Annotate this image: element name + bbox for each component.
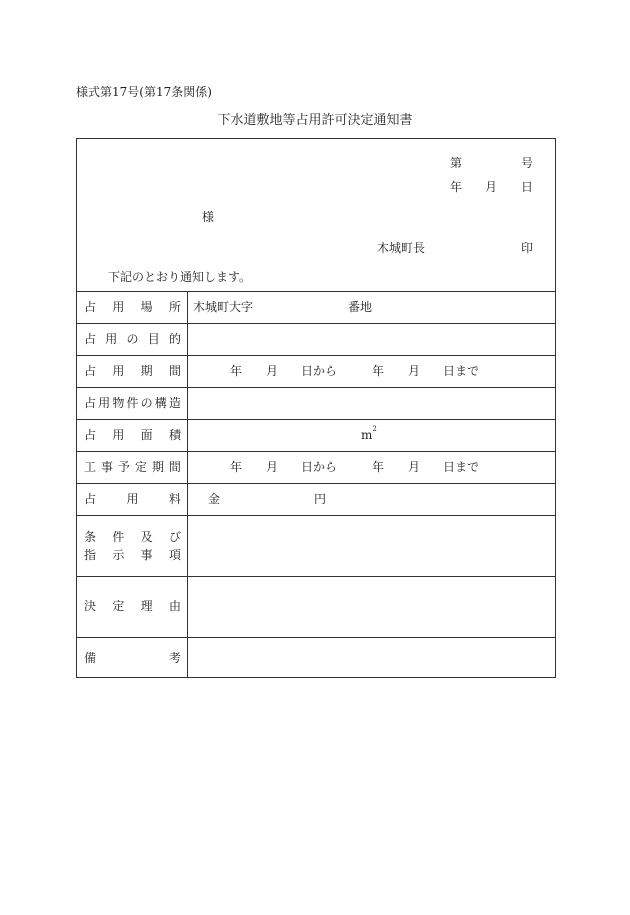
label-char: 間 xyxy=(168,364,181,378)
period-end-day: 日まで xyxy=(443,364,480,378)
row-divider xyxy=(77,323,555,324)
row-divider xyxy=(77,515,555,516)
label-char: 占 xyxy=(84,300,97,314)
label-char: 条 xyxy=(84,530,97,544)
form-table xyxy=(76,138,556,678)
label-char: 用 xyxy=(98,396,111,410)
label-char: 件 xyxy=(126,396,139,410)
construction-start-day: 日から xyxy=(301,460,338,474)
label-char: 占 xyxy=(84,364,97,378)
label-char: 及 xyxy=(140,530,153,544)
label-char: 間 xyxy=(168,460,181,474)
label-char: 定 xyxy=(134,460,147,474)
label-char: 工 xyxy=(84,460,97,474)
label-remarks xyxy=(84,652,181,664)
number-suffix: 号 xyxy=(521,156,534,170)
label-char: 積 xyxy=(168,428,181,442)
period-end-year: 年 xyxy=(372,364,385,378)
label-fee xyxy=(84,493,181,505)
row-divider xyxy=(77,291,555,292)
addressee-suffix: 様 xyxy=(202,210,215,224)
label-char: 占 xyxy=(84,492,97,506)
construction-end-month: 月 xyxy=(408,460,421,474)
label-char: 的 xyxy=(168,332,181,346)
date-year: 年 xyxy=(450,180,463,194)
label-char: 考 xyxy=(168,651,181,665)
row-divider xyxy=(77,451,555,452)
label-char: 目 xyxy=(147,332,160,346)
label-purpose xyxy=(84,333,181,345)
label-char: 用 xyxy=(112,364,125,378)
row-divider xyxy=(77,576,555,577)
label-location xyxy=(84,301,181,313)
construction-start-year: 年 xyxy=(230,460,243,474)
label-char: 示 xyxy=(112,548,125,562)
row-divider xyxy=(77,483,555,484)
date-day: 日 xyxy=(521,180,534,194)
label-char: 占 xyxy=(84,428,97,442)
label-char: 場 xyxy=(140,300,153,314)
label-char: 期 xyxy=(140,364,153,378)
label-char: 用 xyxy=(105,332,118,346)
construction-start-month: 月 xyxy=(266,460,279,474)
label-char: 事 xyxy=(140,548,153,562)
form-number: 様式第17号(第17条関係) xyxy=(76,85,212,99)
label-char: 用 xyxy=(126,492,139,506)
label-char: 面 xyxy=(140,428,153,442)
number-prefix: 第 xyxy=(450,156,463,170)
label-conditions-line1 xyxy=(84,531,181,543)
fee-suffix: 円 xyxy=(314,492,327,506)
label-char: 指 xyxy=(84,548,97,562)
label-char: 物 xyxy=(112,396,125,410)
construction-end-day: 日まで xyxy=(443,460,480,474)
label-construction-period xyxy=(84,461,181,473)
label-structure xyxy=(84,397,181,409)
label-char: 占 xyxy=(84,332,97,346)
fee-prefix: 金 xyxy=(208,492,221,506)
period-start-day: 日から xyxy=(301,364,338,378)
label-char: 造 xyxy=(168,396,181,410)
label-char: 料 xyxy=(168,492,181,506)
row-divider xyxy=(77,419,555,420)
label-char: 用 xyxy=(112,300,125,314)
label-char: 構 xyxy=(154,396,167,410)
document-title: 下水道敷地等占用許可決定通知書 xyxy=(217,113,413,128)
label-char: び xyxy=(168,530,181,544)
date-month: 月 xyxy=(485,180,498,194)
row-divider xyxy=(77,637,555,638)
row-divider xyxy=(77,355,555,356)
notice-text: 下記のとおり通知します。 xyxy=(108,270,252,284)
label-char: の xyxy=(126,332,139,346)
label-char: 理 xyxy=(140,599,153,613)
label-char: 占 xyxy=(84,396,97,410)
label-area xyxy=(84,429,181,441)
label-period xyxy=(84,365,181,377)
label-reason xyxy=(84,600,181,612)
column-divider xyxy=(187,291,188,677)
seal-mark: 印 xyxy=(521,241,534,255)
label-char: 項 xyxy=(168,548,181,562)
period-end-month: 月 xyxy=(408,364,421,378)
label-char: 件 xyxy=(112,530,125,544)
label-char: 所 xyxy=(168,300,181,314)
construction-end-year: 年 xyxy=(372,460,385,474)
label-char: 定 xyxy=(112,599,125,613)
row-divider xyxy=(77,387,555,388)
label-char: 事 xyxy=(100,460,113,474)
label-char: の xyxy=(140,396,153,410)
label-char: 期 xyxy=(151,460,164,474)
label-conditions-line2 xyxy=(84,549,181,561)
label-char: 用 xyxy=(112,428,125,442)
location-prefix: 木城町大字 xyxy=(193,300,254,314)
label-char: 決 xyxy=(84,599,97,613)
period-start-year: 年 xyxy=(230,364,243,378)
label-char: 予 xyxy=(117,460,130,474)
label-char: 備 xyxy=(84,651,97,665)
location-suffix: 番地 xyxy=(348,300,373,314)
label-char: 由 xyxy=(168,599,181,613)
issuer-name: 木城町長 xyxy=(377,241,426,255)
area-unit: $m^2$ xyxy=(361,425,377,442)
period-start-month: 月 xyxy=(266,364,279,378)
